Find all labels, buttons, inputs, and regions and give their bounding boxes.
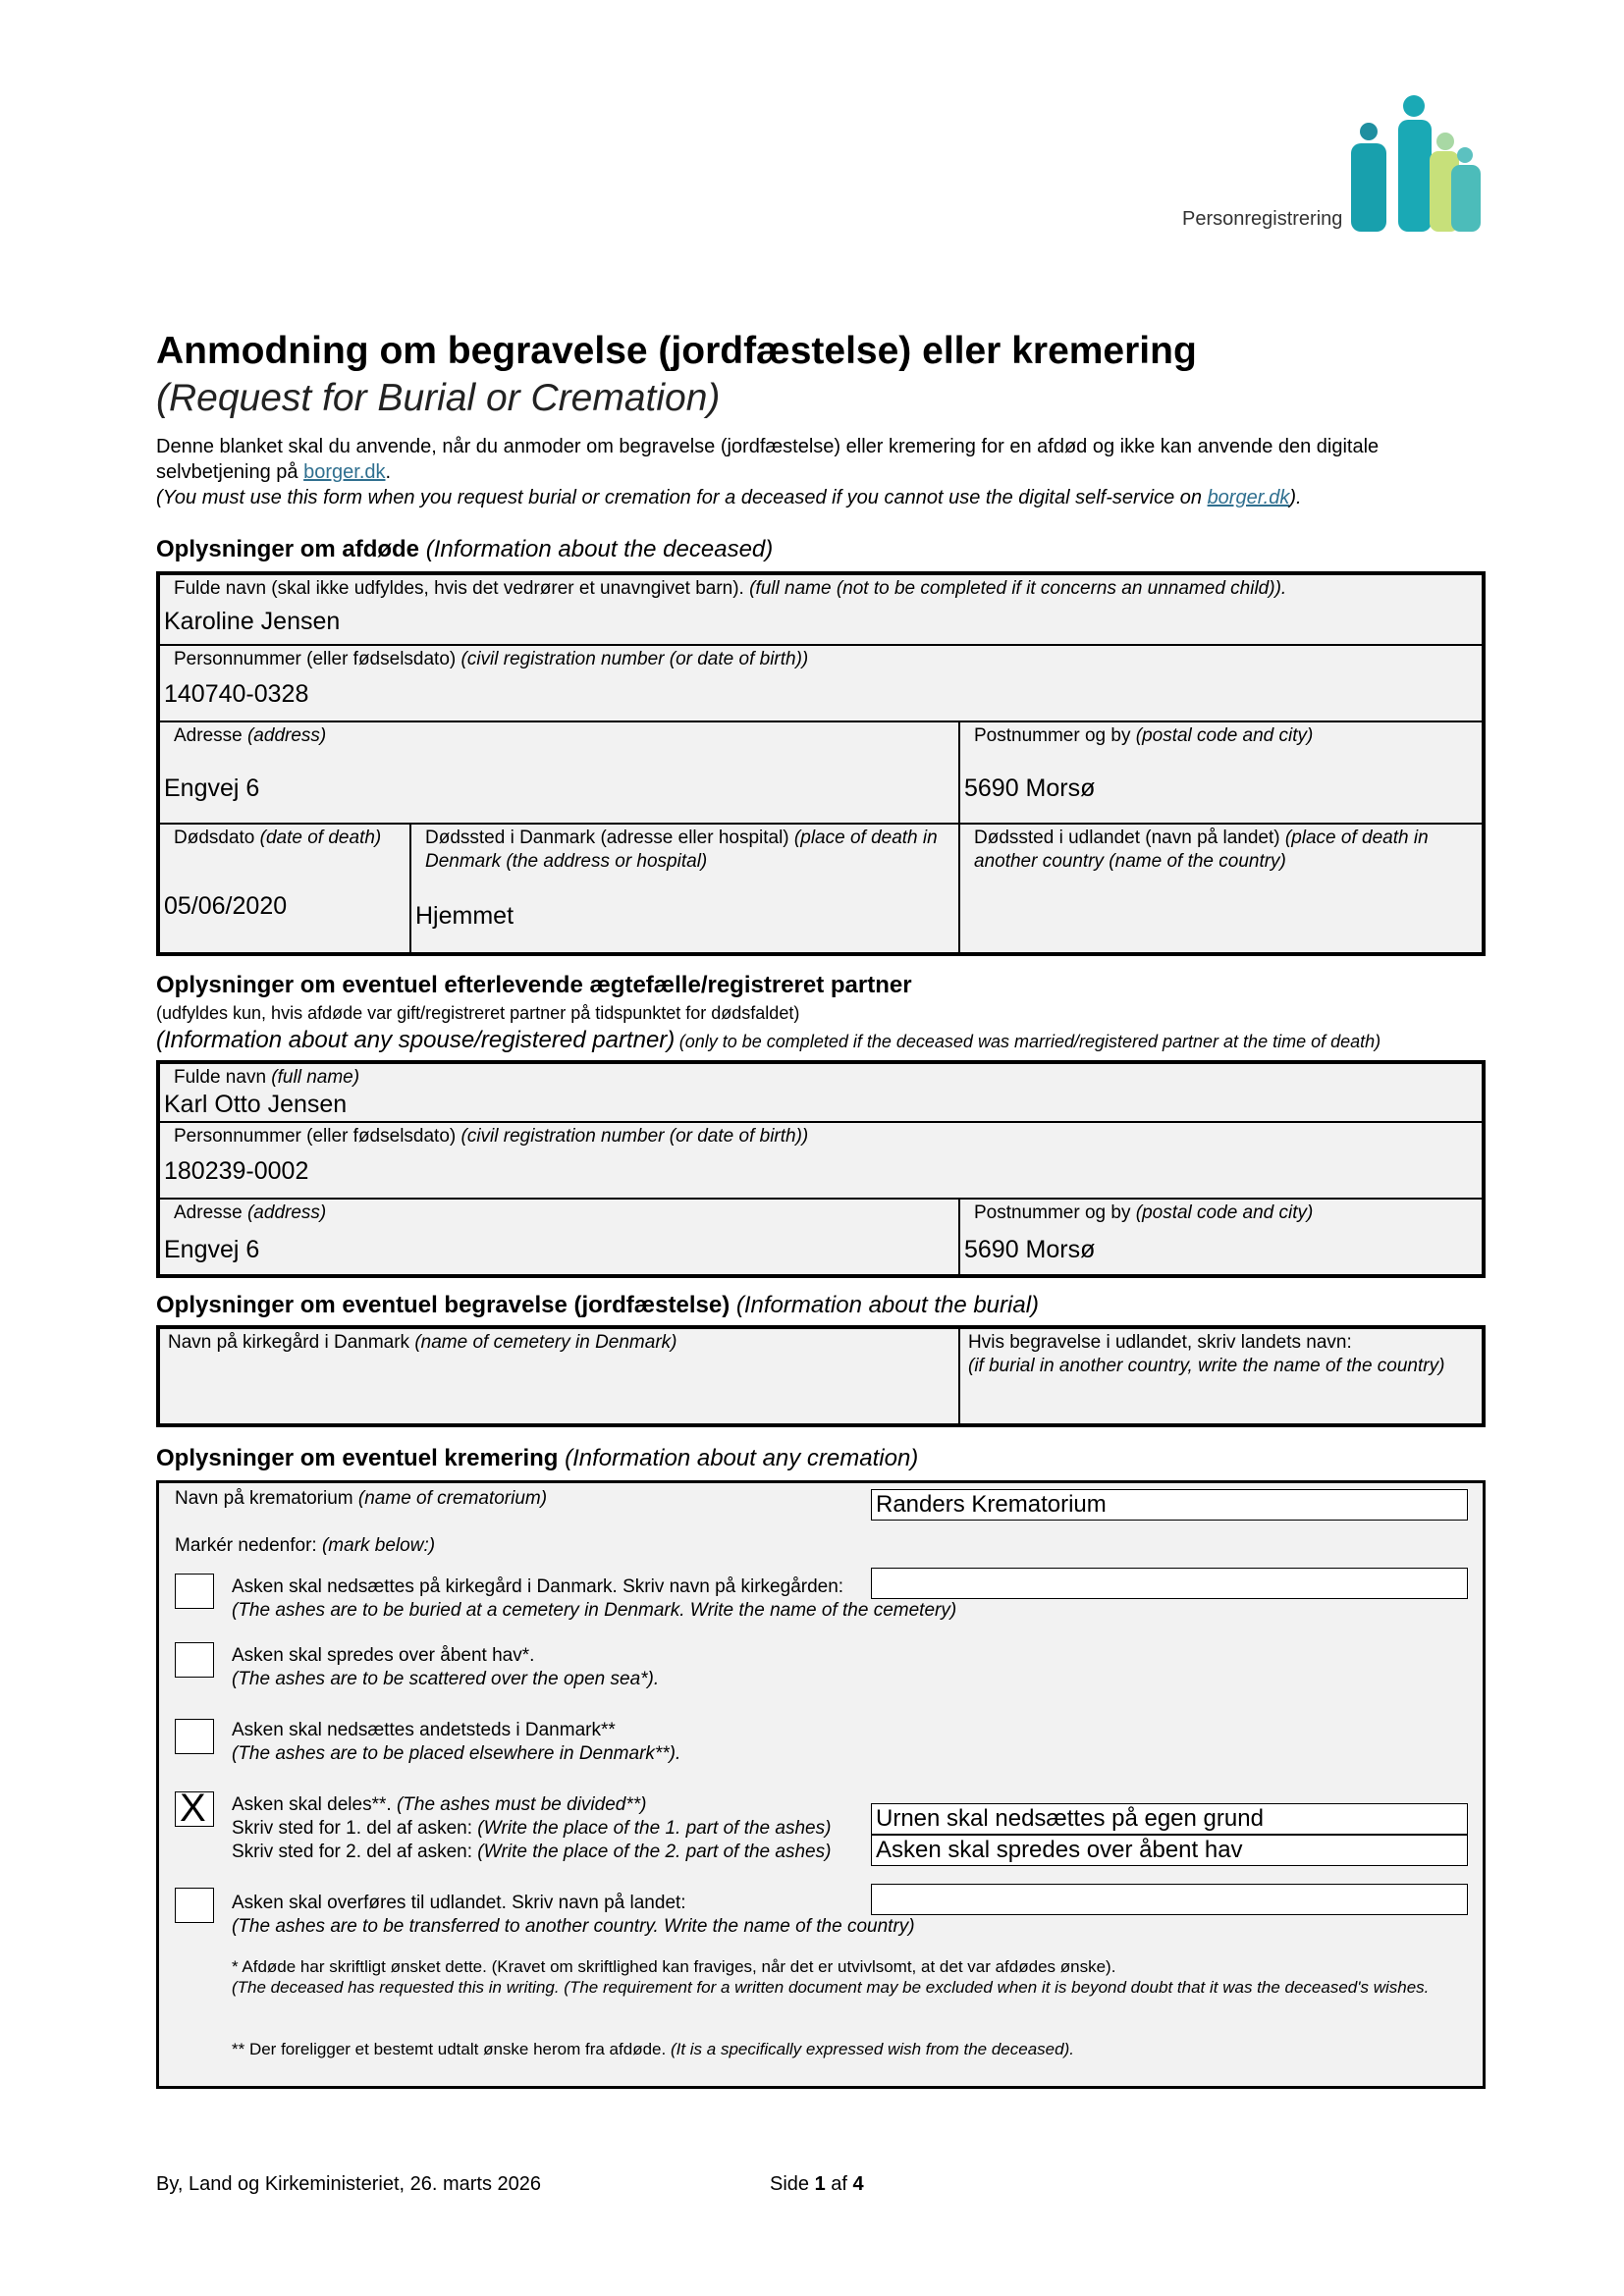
spouse-postal-field[interactable]: Postnummer og by (postal code and city) 5690 Morsø <box>959 1199 1483 1275</box>
option-open-sea-label: Asken skal spredes over åbent hav*. (The ashes are to be scattered over the open sea*). <box>232 1645 660 1689</box>
deceased-postal-field[interactable]: Postnummer og by (postal code and city) 5690 Morsø <box>959 721 1483 824</box>
footer-ministry: By, Land og Kirkeministeriet, 26. marts 2026 <box>156 2173 542 2195</box>
option-elsewhere-dk-label: Asken skal nedsættes andetsteds i Danmark** (The ashes are to be placed elsewhere in Denmark**). <box>232 1720 681 1764</box>
checkbox-abroad[interactable] <box>175 1888 214 1923</box>
deceased-box <box>156 571 1486 956</box>
deceased-cpr-field[interactable]: Personnummer (eller fødselsdato) (civil registration number (or date of birth)) 140740-0328 <box>159 645 1483 721</box>
spouse-note-da: (udfyldes kun, hvis afdøde var gift/registreret partner på tidspunktet for dødsfaldet) <box>156 1003 800 1023</box>
logo-text: Personregistrering <box>1182 208 1343 230</box>
ashes-part1-input[interactable]: Urnen skal nedsættes på egen grund <box>871 1803 1468 1835</box>
mark-below-label: Markér nedenfor: (mark below:) <box>175 1535 436 1556</box>
deceased-death-date-field[interactable]: Dødsdato (date of death) 05/06/2020 <box>159 824 410 953</box>
footnote-1: * Afdøde har skriftligt ønsket dette. (Kravet om skriftlighed kan fraviges, når det er utvivlsomt, at det var afdødes ønske). (The deceased has requested this in writing. (The requirement for a written document may be excluded when it is beyond doubt that it was the deceased's wishes. <box>232 1957 1430 1997</box>
cremation-box <box>156 1480 1486 2089</box>
borger-link-en[interactable]: borger.dk <box>1207 487 1290 508</box>
spouse-address-field[interactable]: Adresse (address) Engvej 6 <box>159 1199 959 1275</box>
option-divided-label: Asken skal deles**. (The ashes must be divided**) Skriv sted for 1. del af asken: (Write the place of the 1. part of the ashes) Skriv sted for 2. del af asken: (Write the place of the 2. part of the ashes) <box>232 1794 832 1862</box>
deceased-full-name-field[interactable]: Fulde navn (skal ikke udfyldes, hvis det vedrører et unavngivet barn). (full name (not to be completed if it concerns an unnamed child)). Karoline Jensen <box>159 574 1483 645</box>
checkbox-divided[interactable]: X <box>175 1791 214 1827</box>
checkbox-cemetery-dk[interactable] <box>175 1574 214 1609</box>
footer-page-number: Side 1 af 4 <box>770 2173 864 2195</box>
option-abroad-label: Asken skal overføres til udlandet. Skriv navn på landet: (The ashes are to be transferred to another country. Write the name of the country) <box>232 1893 915 1937</box>
abroad-country-input[interactable] <box>871 1884 1468 1915</box>
spouse-heading: Oplysninger om eventuel efterlevende ægtefælle/registreret partner <box>156 972 912 998</box>
crematorium-name-input[interactable]: Randers Krematorium <box>871 1489 1468 1521</box>
deceased-heading: Oplysninger om afdøde (Information about the deceased) <box>156 536 774 562</box>
footnote-2: ** Der foreligger et bestemt udtalt ønske herom fra afdøde. (It is a specifically expressed wish from the deceased). <box>232 2040 1074 2058</box>
crematorium-label: Navn på krematorium (name of crematorium) <box>175 1488 548 1509</box>
intro-text: Denne blanket skal du anvende, når du anmoder om begravelse (jordfæstelse) eller kremering for en afdød og ikke kan anvende den digitale selvbetjening på borger.dk. (You must use this form when you request burial or cremation for a deceased if you cannot use the digital self-service on borger.dk). <box>156 436 1380 508</box>
option-cemetery-dk-label: Asken skal nedsættes på kirkegård i Danmark. Skriv navn på kirkegården: (The ashes are to be buried at a cemetery in Denmark. Write the name of the cemetery) <box>232 1576 957 1621</box>
cemetery-name-field[interactable]: Navn på kirkegård i Danmark (name of cemetery in Denmark) <box>159 1328 959 1424</box>
deceased-place-dk-field[interactable]: Dødssted i Danmark (adresse eller hospital) (place of death in Denmark (the address or hospital) Hjemmet <box>410 824 959 953</box>
spouse-heading-en: (Information about any spouse/registered partner) (only to be completed if the deceased was married/registered partner at the time of death) <box>156 1027 1381 1053</box>
family-figures-icon <box>1347 94 1483 232</box>
spouse-cpr-field[interactable]: Personnummer (eller fødselsdato) (civil registration number (or date of birth)) 180239-0002 <box>159 1122 1483 1199</box>
borger-link[interactable]: borger.dk <box>303 461 386 483</box>
page-title: Anmodning om begravelse (jordfæstelse) eller kremering <box>156 330 1197 372</box>
spouse-box <box>156 1060 1486 1278</box>
checkbox-open-sea[interactable] <box>175 1642 214 1678</box>
deceased-place-abroad-field[interactable]: Dødssted i udlandet (navn på landet) (place of death in another country (name of the country) <box>959 824 1483 953</box>
ashes-part2-input[interactable]: Asken skal spredes over åbent hav <box>871 1835 1468 1866</box>
checkbox-elsewhere-dk[interactable] <box>175 1719 214 1754</box>
burial-box <box>156 1325 1486 1427</box>
cremation-heading: Oplysninger om eventuel kremering (Information about any cremation) <box>156 1445 919 1471</box>
page-subtitle: (Request for Burial or Cremation) <box>156 377 721 419</box>
burial-abroad-field[interactable]: Hvis begravelse i udlandet, skriv landets navn: (if burial in another country, write the name of the country) <box>959 1328 1483 1424</box>
cemetery-name-input[interactable] <box>871 1568 1468 1599</box>
spouse-full-name-field[interactable]: Fulde navn (full name) Karl Otto Jensen <box>159 1063 1483 1122</box>
burial-heading: Oplysninger om eventuel begravelse (jordfæstelse) (Information about the burial) <box>156 1292 1040 1318</box>
deceased-address-field[interactable]: Adresse (address) Engvej 6 <box>159 721 959 824</box>
